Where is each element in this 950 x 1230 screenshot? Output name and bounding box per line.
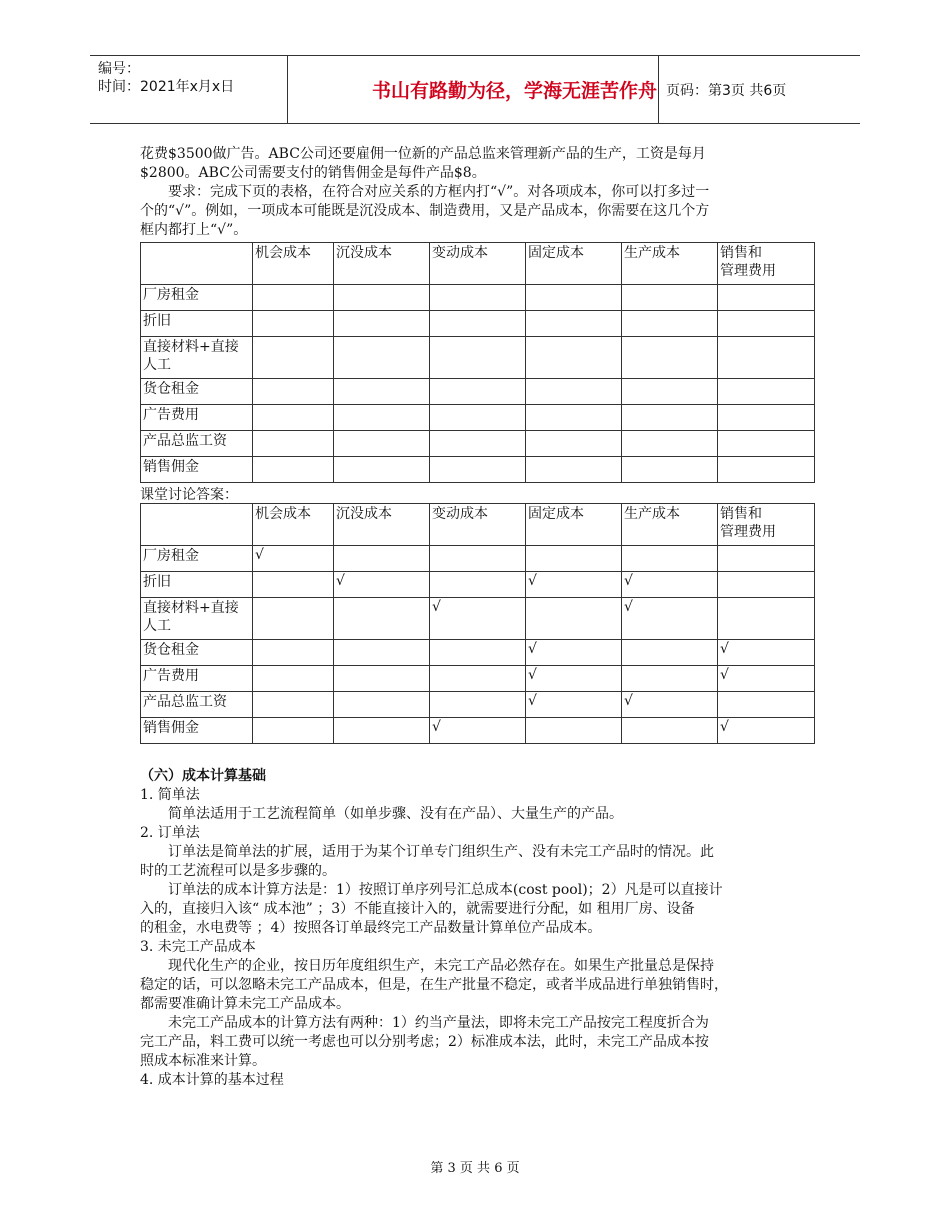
check-mark-cell: √ bbox=[430, 598, 526, 640]
paragraph-line: 订单法的成本计算方法是：1）按照订单序列号汇总成本(cost pool)；2）凡是可以直接计 bbox=[140, 882, 723, 898]
empty-cell bbox=[430, 546, 526, 572]
check-mark-cell: √ bbox=[718, 718, 815, 744]
column-header: 固定成本 bbox=[526, 243, 622, 285]
answer-table bbox=[140, 503, 815, 744]
empty-cell bbox=[334, 640, 430, 666]
motto: 书山有路勤为径，学海无涯苦作舟 bbox=[371, 80, 657, 102]
empty-cell bbox=[334, 457, 430, 483]
empty-cell bbox=[334, 692, 430, 718]
paragraph-line: 照成本标准来计算。 bbox=[140, 1053, 266, 1069]
cost-calculation-section bbox=[140, 767, 812, 1090]
empty-cell bbox=[526, 546, 622, 572]
empty-cell bbox=[718, 311, 815, 337]
empty-cell bbox=[334, 285, 430, 311]
empty-cell bbox=[718, 405, 815, 431]
column-header: 销售和 管理费用 bbox=[718, 504, 815, 546]
column-header: 机会成本 bbox=[253, 243, 334, 285]
table-row bbox=[141, 285, 815, 311]
empty-cell bbox=[526, 431, 622, 457]
table-row bbox=[141, 379, 815, 405]
intro-line: 个的“√”。例如，一项成本可能既是沉没成本、制造费用，又是产品成本，你需要在这几个方 bbox=[140, 203, 710, 219]
empty-cell bbox=[430, 285, 526, 311]
column-header: 沉没成本 bbox=[334, 504, 430, 546]
check-mark-cell: √ bbox=[718, 666, 815, 692]
page-footer: 第 3 页 共 6 页 bbox=[430, 1161, 520, 1176]
check-mark-cell: √ bbox=[622, 692, 718, 718]
intro-line: 要求：完成下页的表格，在符合对应关系的方框内打“√”。对各项成本，你可以打多过一 bbox=[140, 184, 710, 200]
empty-cell bbox=[526, 285, 622, 311]
empty-cell bbox=[430, 405, 526, 431]
empty-cell bbox=[526, 311, 622, 337]
empty-cell bbox=[622, 546, 718, 572]
empty-cell bbox=[253, 692, 334, 718]
intro-line: $2800。ABC公司需要支付的销售佣金是每件产品$8。 bbox=[140, 165, 486, 181]
empty-cell bbox=[430, 311, 526, 337]
paragraph-line: 未完工产品成本的计算方法有两种：1）约当产量法，即将未完工产品按完工程度折合为 bbox=[140, 1015, 709, 1031]
check-mark-cell: √ bbox=[253, 546, 334, 572]
check-mark-cell: √ bbox=[526, 640, 622, 666]
empty-cell bbox=[334, 546, 430, 572]
empty-cell bbox=[430, 666, 526, 692]
table-row bbox=[141, 718, 815, 744]
table-row bbox=[141, 666, 815, 692]
intro-paragraph bbox=[140, 145, 812, 240]
empty-cell bbox=[718, 692, 815, 718]
empty-cell bbox=[622, 311, 718, 337]
table-row bbox=[141, 546, 815, 572]
table-row bbox=[141, 692, 815, 718]
row-label: 货仓租金 bbox=[141, 379, 253, 405]
intro-line: 花费$3500做广告。ABC公司还要雇佣一位新的产品总监来管理新产品的生产，工资是每月 bbox=[140, 146, 706, 162]
intro-line: 框内都打上“√”。 bbox=[140, 222, 248, 238]
row-label: 折旧 bbox=[141, 572, 253, 598]
empty-cell bbox=[253, 311, 334, 337]
header-meta bbox=[98, 60, 234, 96]
empty-cell bbox=[253, 285, 334, 311]
time-label: 时间：2021年x月x日 bbox=[98, 79, 235, 95]
paragraph-line: 的租金，水电费等 ；4）按照各订单最终完工产品数量计算单位产品成本。 bbox=[140, 920, 602, 936]
table-row bbox=[141, 311, 815, 337]
paragraph-line: 完工产品，料工费可以统一考虑也可以分别考虑；2）标准成本法，此时，未完工产品成本按 bbox=[140, 1034, 709, 1050]
empty-cell bbox=[253, 379, 334, 405]
row-label: 直接材料+直接人工 bbox=[141, 598, 253, 640]
column-header: 固定成本 bbox=[526, 504, 622, 546]
empty-cell bbox=[526, 598, 622, 640]
empty-cell bbox=[334, 337, 430, 379]
row-label: 产品总监工资 bbox=[141, 692, 253, 718]
empty-cell bbox=[253, 431, 334, 457]
column-header: 销售和 管理费用 bbox=[718, 243, 815, 285]
table-corner-cell bbox=[141, 504, 253, 546]
paragraph-line: 都需要准确计算未完工产品成本。 bbox=[140, 996, 350, 1012]
check-mark-cell: √ bbox=[622, 572, 718, 598]
table-row bbox=[141, 572, 815, 598]
paragraph-line: 时的工艺流程可以是多步骤的。 bbox=[140, 863, 336, 879]
empty-cell bbox=[718, 598, 815, 640]
check-mark-cell: √ bbox=[334, 572, 430, 598]
subheading: 4. 成本计算的基本过程 bbox=[140, 1072, 284, 1088]
empty-cell bbox=[430, 572, 526, 598]
empty-cell bbox=[430, 337, 526, 379]
paragraph-line: 订单法是简单法的扩展，适用于为某个订单专门组织生产、没有未完工产品时的情况。此 bbox=[140, 844, 714, 860]
empty-cell bbox=[526, 337, 622, 379]
empty-cell bbox=[622, 666, 718, 692]
row-label: 销售佣金 bbox=[141, 718, 253, 744]
row-label: 广告费用 bbox=[141, 405, 253, 431]
empty-cell bbox=[718, 337, 815, 379]
empty-cell bbox=[526, 405, 622, 431]
paragraph-line: 稳定的话，可以忽略未完工产品成本，但是，在生产批量不稳定，或者半成品进行单独销售时， bbox=[140, 977, 728, 993]
empty-cell bbox=[718, 572, 815, 598]
empty-cell bbox=[718, 457, 815, 483]
check-mark-cell: √ bbox=[526, 692, 622, 718]
empty-cell bbox=[622, 379, 718, 405]
empty-cell bbox=[253, 718, 334, 744]
empty-cell bbox=[622, 285, 718, 311]
empty-cell bbox=[430, 692, 526, 718]
empty-cell bbox=[622, 640, 718, 666]
row-label: 直接材料+直接人工 bbox=[141, 337, 253, 379]
empty-cell bbox=[253, 640, 334, 666]
empty-cell bbox=[718, 285, 815, 311]
table-row bbox=[141, 457, 815, 483]
empty-cell bbox=[334, 311, 430, 337]
column-header: 变动成本 bbox=[430, 504, 526, 546]
subheading: 1. 简单法 bbox=[140, 787, 200, 803]
table-row bbox=[141, 337, 815, 379]
paragraph-line: 现代化生产的企业，按日历年度组织生产，未完工产品必然存在。如果生产批量总是保持 bbox=[140, 958, 714, 974]
page-header bbox=[90, 55, 860, 124]
empty-cell bbox=[622, 337, 718, 379]
empty-cell bbox=[334, 405, 430, 431]
check-mark-cell: √ bbox=[526, 572, 622, 598]
row-label: 产品总监工资 bbox=[141, 431, 253, 457]
empty-cell bbox=[526, 457, 622, 483]
empty-cell bbox=[526, 718, 622, 744]
check-mark-cell: √ bbox=[718, 640, 815, 666]
empty-cell bbox=[718, 546, 815, 572]
table-row bbox=[141, 405, 815, 431]
check-mark-cell: √ bbox=[622, 598, 718, 640]
empty-cell bbox=[253, 457, 334, 483]
empty-cell bbox=[334, 431, 430, 457]
column-header: 生产成本 bbox=[622, 243, 718, 285]
paragraph-line: 简单法适用于工艺流程简单（如单步骤、没有在产品）、大量生产的产品。 bbox=[140, 806, 623, 822]
table-row bbox=[141, 598, 815, 640]
empty-cell bbox=[622, 431, 718, 457]
empty-cell bbox=[622, 405, 718, 431]
empty-cell bbox=[430, 640, 526, 666]
code-label: 编号： bbox=[98, 61, 140, 77]
row-label: 厂房租金 bbox=[141, 546, 253, 572]
page-indicator: 页码：第3页 共6页 bbox=[666, 82, 787, 99]
answer-title: 课堂讨论答案： bbox=[140, 487, 238, 503]
subheading: 3. 未完工产品成本 bbox=[140, 939, 256, 955]
cost-classification-table bbox=[140, 242, 815, 483]
empty-cell bbox=[430, 457, 526, 483]
check-mark-cell: √ bbox=[526, 666, 622, 692]
column-header: 机会成本 bbox=[253, 504, 334, 546]
empty-cell bbox=[334, 666, 430, 692]
section-title: （六）成本计算基础 bbox=[140, 768, 266, 784]
column-header: 变动成本 bbox=[430, 243, 526, 285]
column-header: 生产成本 bbox=[622, 504, 718, 546]
empty-cell bbox=[430, 431, 526, 457]
empty-cell bbox=[622, 457, 718, 483]
table-corner-cell bbox=[141, 243, 253, 285]
row-label: 广告费用 bbox=[141, 666, 253, 692]
row-label: 销售佣金 bbox=[141, 457, 253, 483]
table-row bbox=[141, 640, 815, 666]
empty-cell bbox=[253, 598, 334, 640]
empty-cell bbox=[253, 572, 334, 598]
empty-cell bbox=[718, 431, 815, 457]
row-label: 厂房租金 bbox=[141, 285, 253, 311]
check-mark-cell: √ bbox=[430, 718, 526, 744]
empty-cell bbox=[622, 718, 718, 744]
row-label: 折旧 bbox=[141, 311, 253, 337]
empty-cell bbox=[334, 718, 430, 744]
row-label: 货仓租金 bbox=[141, 640, 253, 666]
table-row bbox=[141, 431, 815, 457]
empty-cell bbox=[334, 598, 430, 640]
empty-cell bbox=[253, 337, 334, 379]
empty-cell bbox=[253, 405, 334, 431]
empty-cell bbox=[718, 379, 815, 405]
paragraph-line: 入的，直接归入该“ 成本池” ；3）不能直接计入的，就需要进行分配，如 租用厂房、设备 bbox=[140, 901, 695, 917]
empty-cell bbox=[334, 379, 430, 405]
empty-cell bbox=[430, 379, 526, 405]
empty-cell bbox=[526, 379, 622, 405]
empty-cell bbox=[253, 666, 334, 692]
column-header: 沉没成本 bbox=[334, 243, 430, 285]
subheading: 2. 订单法 bbox=[140, 825, 200, 841]
